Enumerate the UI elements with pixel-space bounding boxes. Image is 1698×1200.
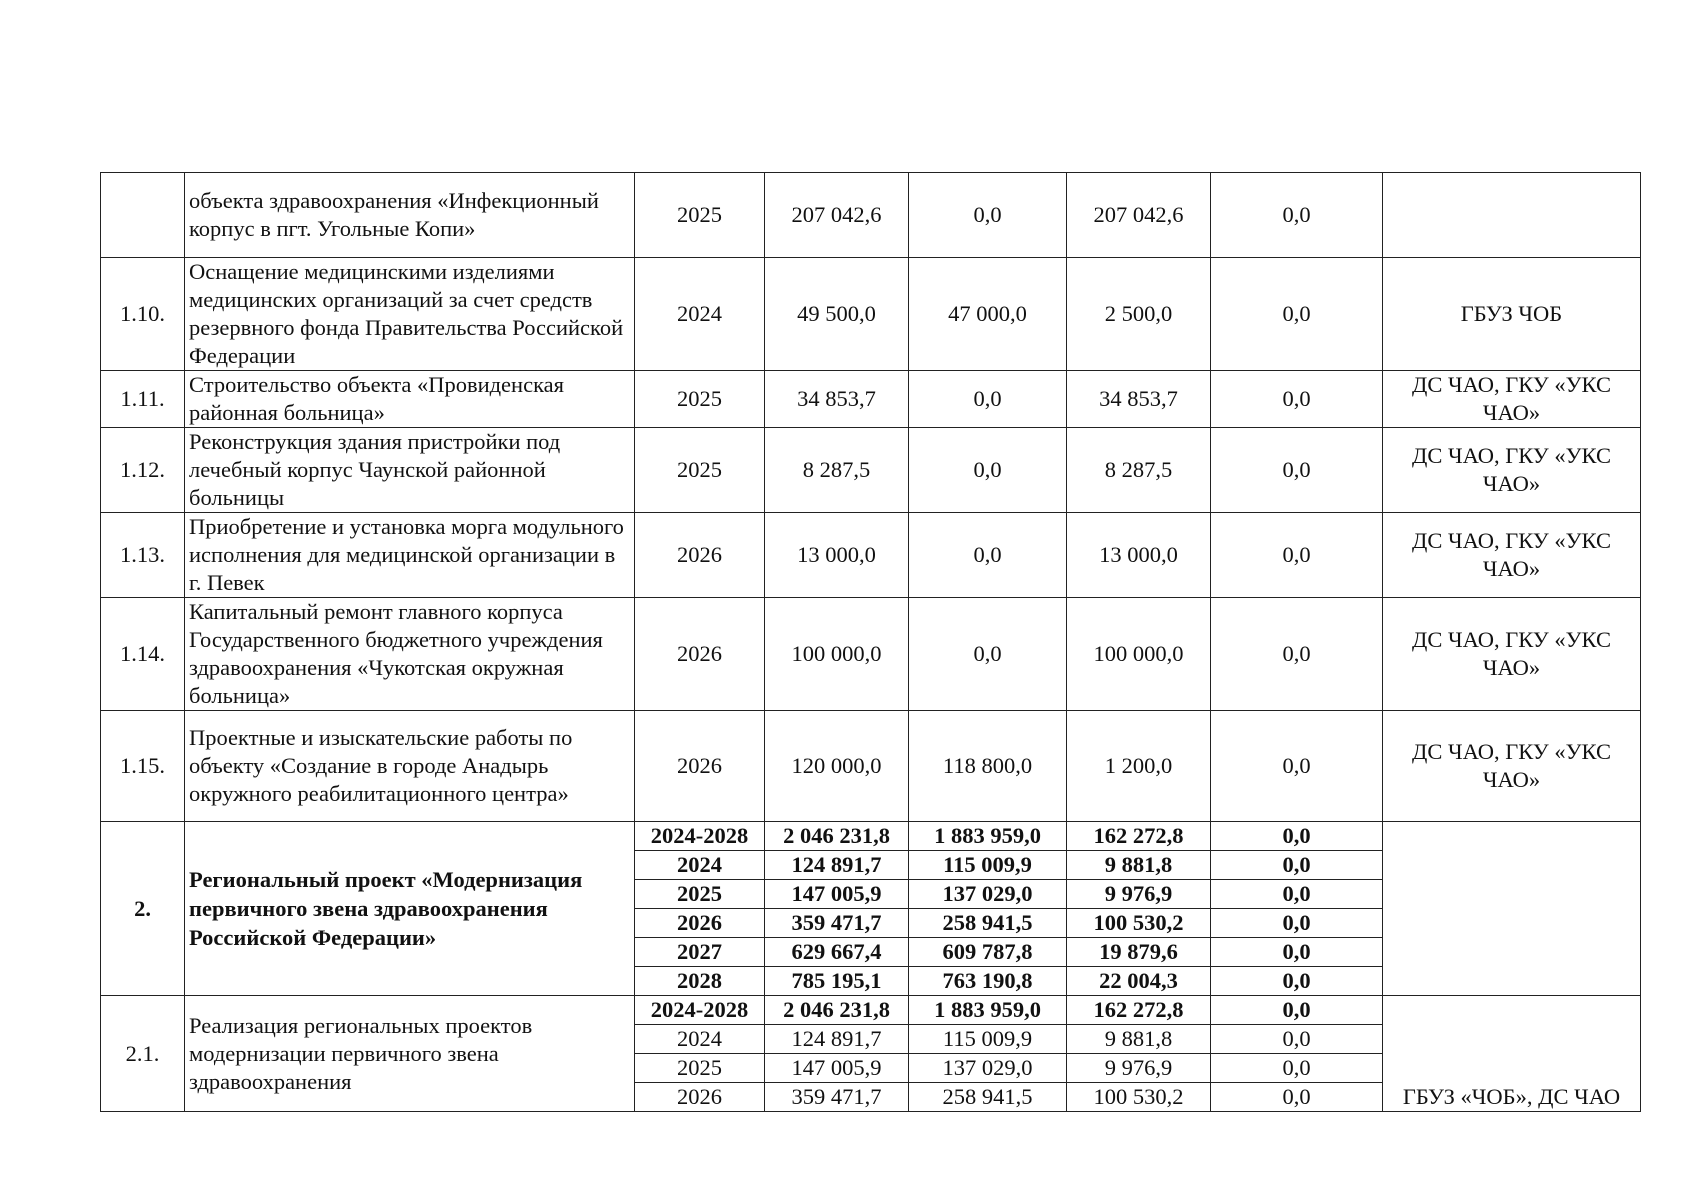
project-number: 2.	[101, 822, 185, 996]
row-number: 1.15.	[101, 711, 185, 822]
row-regional: 162 272,8	[1067, 996, 1211, 1025]
row-federal: 0,0	[909, 173, 1067, 258]
row-total: 629 667,4	[765, 938, 909, 967]
row-total: 359 471,7	[765, 909, 909, 938]
row-regional: 100 530,2	[1067, 1083, 1211, 1112]
row-year: 2025	[635, 1054, 765, 1083]
row-federal: 0,0	[909, 428, 1067, 513]
row-executor: ДС ЧАО, ГКУ «УКС ЧАО»	[1383, 513, 1641, 598]
table-row	[101, 173, 1641, 258]
row-year: 2026	[635, 909, 765, 938]
row-federal: 0,0	[909, 513, 1067, 598]
row-regional: 9 881,8	[1067, 851, 1211, 880]
row-regional: 2 500,0	[1067, 258, 1211, 371]
row-total: 100 000,0	[765, 598, 909, 711]
row-total: 124 891,7	[765, 1025, 909, 1054]
table-row	[101, 822, 1641, 851]
row-executor: ДС ЧАО, ГКУ «УКС ЧАО»	[1383, 428, 1641, 513]
row-year: 2026	[635, 1083, 765, 1112]
row-total: 785 195,1	[765, 967, 909, 996]
row-other: 0,0	[1211, 371, 1383, 428]
row-year: 2024	[635, 1025, 765, 1054]
row-number: 1.14.	[101, 598, 185, 711]
row-federal: 1 883 959,0	[909, 996, 1067, 1025]
row-year: 2024-2028	[635, 822, 765, 851]
row-total: 207 042,6	[765, 173, 909, 258]
row-total: 13 000,0	[765, 513, 909, 598]
row-other: 0,0	[1211, 909, 1383, 938]
row-name: Оснащение медицинскими изделиями медицинских организаций за счет средств резервного фонда Правительства Российской Федерации	[185, 258, 635, 371]
row-total: 120 000,0	[765, 711, 909, 822]
row-federal: 0,0	[909, 371, 1067, 428]
row-regional: 162 272,8	[1067, 822, 1211, 851]
row-total: 2 046 231,8	[765, 996, 909, 1025]
row-executor: ДС ЧАО, ГКУ «УКС ЧАО»	[1383, 711, 1641, 822]
row-name: Реализация региональных проектов модернизации первичного звена здравоохранения	[185, 996, 635, 1112]
row-federal: 1 883 959,0	[909, 822, 1067, 851]
row-regional: 34 853,7	[1067, 371, 1211, 428]
row-regional: 19 879,6	[1067, 938, 1211, 967]
table-row	[101, 996, 1641, 1025]
row-total: 359 471,7	[765, 1083, 909, 1112]
row-regional: 207 042,6	[1067, 173, 1211, 258]
row-total: 124 891,7	[765, 851, 909, 880]
row-name: Приобретение и установка морга модульного исполнения для медицинской организации в г. Певек	[185, 513, 635, 598]
row-number: 1.13.	[101, 513, 185, 598]
row-year: 2024	[635, 258, 765, 371]
row-name: Строительство объекта «Провиденская районная больница»	[185, 371, 635, 428]
row-number: 2.1.	[101, 996, 185, 1112]
row-year: 2024	[635, 851, 765, 880]
row-federal: 115 009,9	[909, 851, 1067, 880]
row-name: объекта здравоохранения «Инфекционный корпус в пгт. Угольные Копи»	[185, 173, 635, 258]
row-regional: 9 976,9	[1067, 1054, 1211, 1083]
row-federal: 137 029,0	[909, 880, 1067, 909]
row-regional: 9 976,9	[1067, 880, 1211, 909]
row-year: 2026	[635, 513, 765, 598]
row-federal: 258 941,5	[909, 1083, 1067, 1112]
row-federal: 763 190,8	[909, 967, 1067, 996]
row-name: Реконструкция здания пристройки под лечебный корпус Чаунской районной больницы	[185, 428, 635, 513]
row-federal: 258 941,5	[909, 909, 1067, 938]
row-other: 0,0	[1211, 851, 1383, 880]
table-row	[101, 598, 1641, 711]
table-row	[101, 428, 1641, 513]
row-year: 2028	[635, 967, 765, 996]
row-year: 2026	[635, 711, 765, 822]
row-other: 0,0	[1211, 880, 1383, 909]
project-name: Региональный проект «Модернизация первичного звена здравоохранения Российской Федерации»	[185, 822, 635, 996]
row-number: 1.10.	[101, 258, 185, 371]
row-regional: 1 200,0	[1067, 711, 1211, 822]
row-executor	[1383, 173, 1641, 258]
table-row	[101, 711, 1641, 822]
row-year: 2027	[635, 938, 765, 967]
row-regional: 100 000,0	[1067, 598, 1211, 711]
row-total: 49 500,0	[765, 258, 909, 371]
row-total: 34 853,7	[765, 371, 909, 428]
row-other: 0,0	[1211, 967, 1383, 996]
row-regional: 8 287,5	[1067, 428, 1211, 513]
row-total: 147 005,9	[765, 880, 909, 909]
row-federal: 118 800,0	[909, 711, 1067, 822]
row-total: 8 287,5	[765, 428, 909, 513]
row-other: 0,0	[1211, 428, 1383, 513]
row-regional: 100 530,2	[1067, 909, 1211, 938]
table-row	[101, 513, 1641, 598]
row-year: 2025	[635, 880, 765, 909]
row-other: 0,0	[1211, 598, 1383, 711]
row-other: 0,0	[1211, 1025, 1383, 1054]
row-other: 0,0	[1211, 938, 1383, 967]
row-federal: 47 000,0	[909, 258, 1067, 371]
row-federal: 115 009,9	[909, 1025, 1067, 1054]
table-row	[101, 258, 1641, 371]
row-total: 147 005,9	[765, 1054, 909, 1083]
row-federal: 0,0	[909, 598, 1067, 711]
row-year: 2026	[635, 598, 765, 711]
row-federal: 137 029,0	[909, 1054, 1067, 1083]
row-other: 0,0	[1211, 1054, 1383, 1083]
table-row	[101, 371, 1641, 428]
row-executor: ДС ЧАО, ГКУ «УКС ЧАО»	[1383, 371, 1641, 428]
row-federal: 609 787,8	[909, 938, 1067, 967]
row-year: 2025	[635, 371, 765, 428]
row-number	[101, 173, 185, 258]
row-total: 2 046 231,8	[765, 822, 909, 851]
project-executor	[1383, 822, 1641, 996]
row-regional: 13 000,0	[1067, 513, 1211, 598]
row-other: 0,0	[1211, 1083, 1383, 1112]
row-year: 2024-2028	[635, 996, 765, 1025]
row-executor: ГБУЗ «ЧОБ», ДС ЧАО	[1383, 996, 1641, 1112]
row-regional: 9 881,8	[1067, 1025, 1211, 1054]
row-executor: ДС ЧАО, ГКУ «УКС ЧАО»	[1383, 598, 1641, 711]
budget-table	[100, 172, 1641, 1112]
row-name: Капитальный ремонт главного корпуса Государственного бюджетного учреждения здравоохранения «Чукотская окружная больница»	[185, 598, 635, 711]
row-other: 0,0	[1211, 513, 1383, 598]
row-number: 1.11.	[101, 371, 185, 428]
row-name: Проектные и изыскательские работы по объекту «Создание в городе Анадырь окружного реабилитационного центра»	[185, 711, 635, 822]
row-other: 0,0	[1211, 258, 1383, 371]
row-executor: ГБУЗ ЧОБ	[1383, 258, 1641, 371]
row-regional: 22 004,3	[1067, 967, 1211, 996]
row-other: 0,0	[1211, 173, 1383, 258]
row-other: 0,0	[1211, 711, 1383, 822]
row-other: 0,0	[1211, 996, 1383, 1025]
row-number: 1.12.	[101, 428, 185, 513]
row-other: 0,0	[1211, 822, 1383, 851]
row-year: 2025	[635, 428, 765, 513]
row-year: 2025	[635, 173, 765, 258]
